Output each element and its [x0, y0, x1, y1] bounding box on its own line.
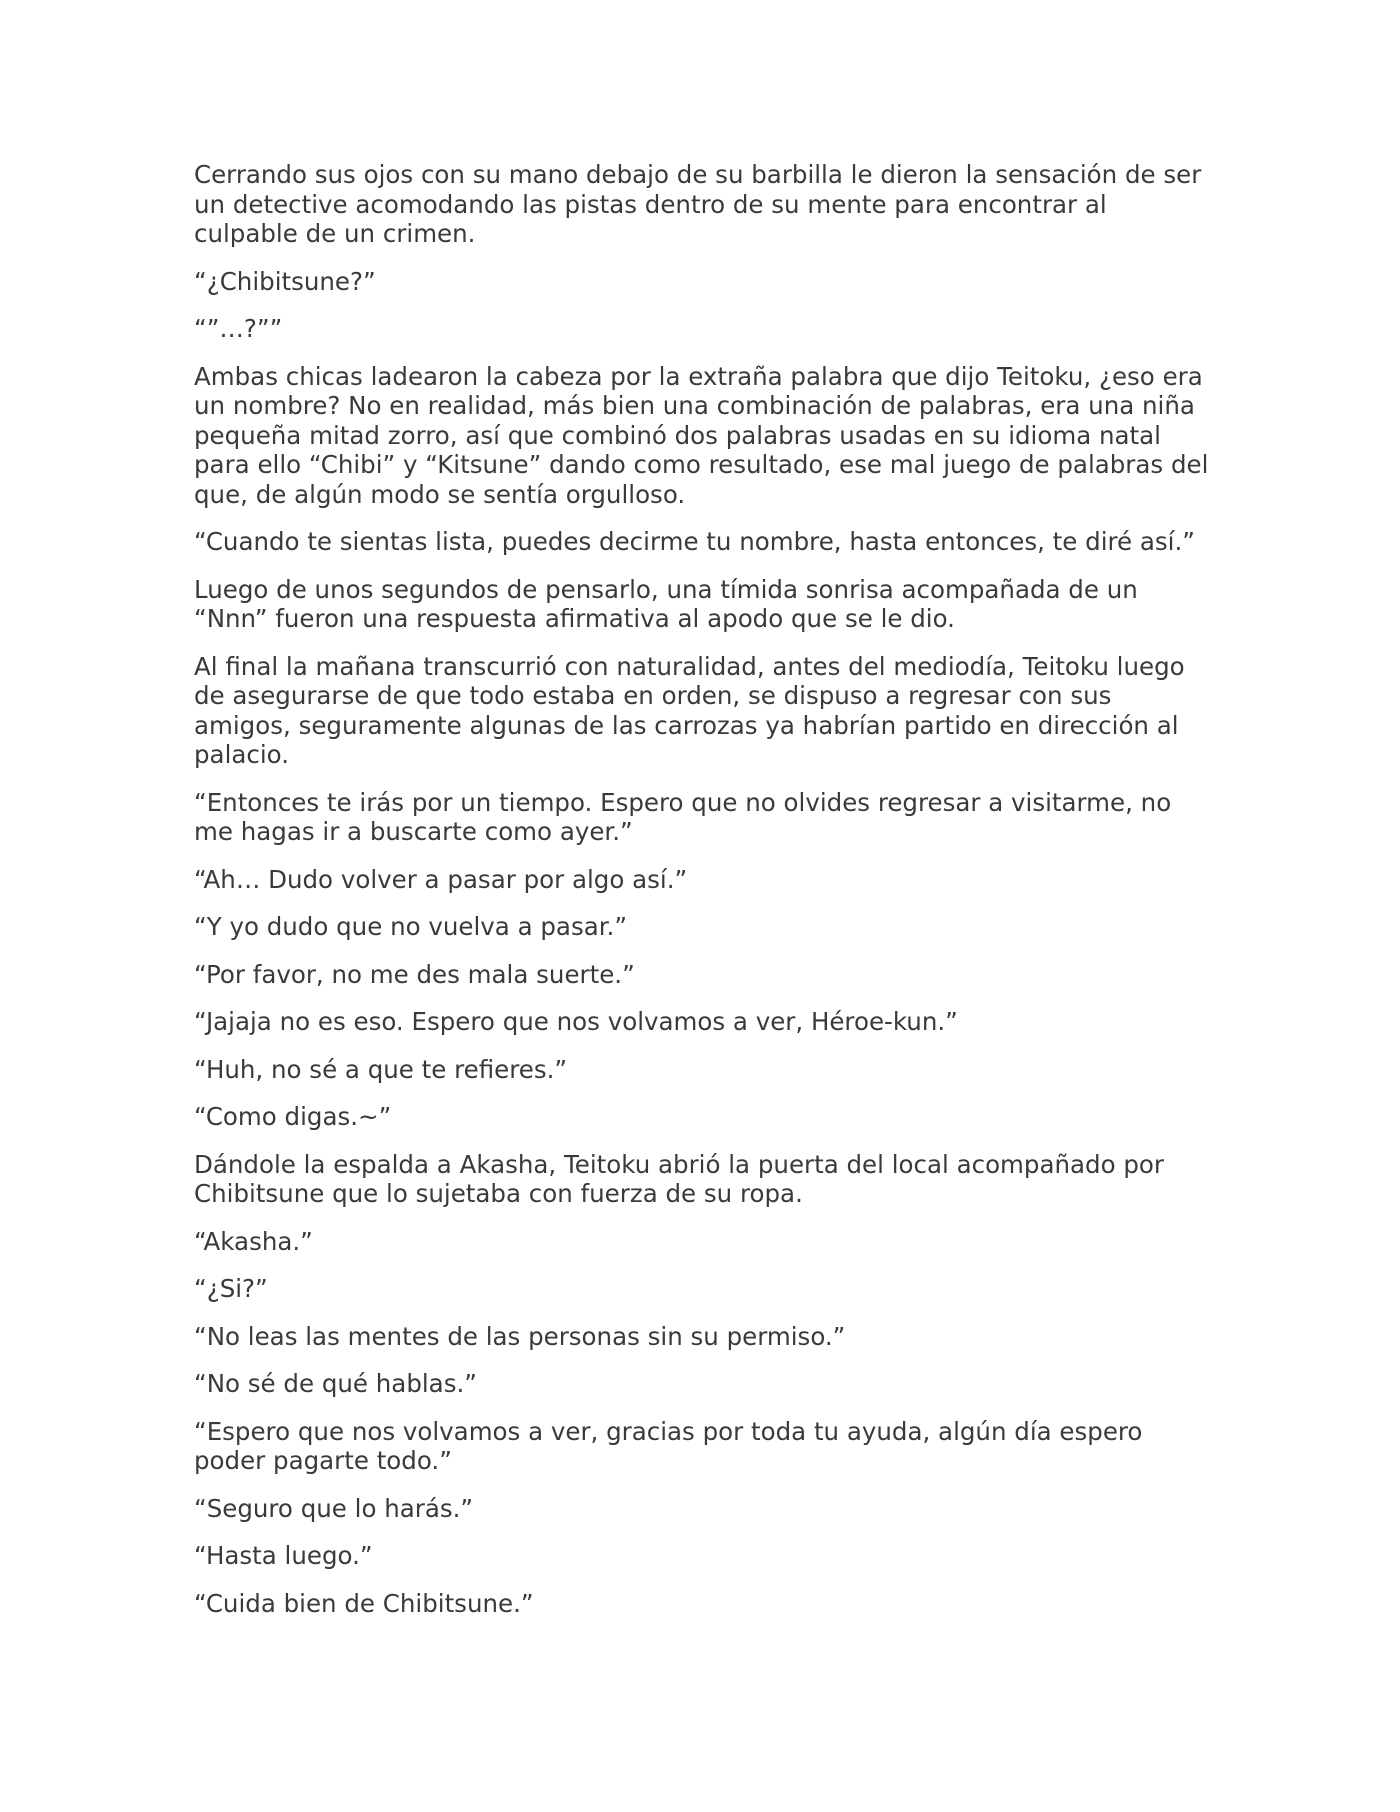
- paragraph: “Cuida bien de Chibitsune.”: [194, 1588, 534, 1618]
- paragraph: “Akasha.”: [194, 1226, 313, 1256]
- paragraph: “¿Chibitsune?”: [194, 266, 376, 296]
- paragraph: “Ah… Dudo volver a pasar por algo así.”: [194, 864, 688, 894]
- paragraph: “Seguro que lo harás.”: [194, 1493, 474, 1523]
- paragraph: “Como digas.~”: [194, 1102, 392, 1131]
- paragraph: “Cuando te sientas lista, puedes decirme tu nombre, hasta entonces, te diré así.”: [194, 527, 1195, 556]
- paragraph: Ambas chicas ladearon la cabeza por la extraña palabra que dijo Teitoku, ¿eso era un nombre? No en realidad, más bien una combinación de palabras, era una niña pequeña mitad zorro, así que combinó dos palabras usadas en su idioma natal para ello “Chibi” y “Kitsune” dando como resultado, ese mal juego de palabras del que, de algún modo se sentía orgulloso.: [194, 361, 1209, 509]
- paragraph: “”…?””: [194, 314, 283, 343]
- paragraph: “Jajaja no es eso. Espero que nos volvamos a ver, Héroe-kun.”: [194, 1007, 958, 1036]
- paragraph: “Entonces te irás por un tiempo. Espero que no olvides regresar a visitarme, no me hagas ir a buscarte como ayer.”: [194, 787, 1172, 846]
- paragraph: “¿Si?”: [194, 1274, 268, 1303]
- paragraph: Cerrando sus ojos con su mano debajo de su barbilla le dieron la sensación de ser un detective acomodando las pistas dentro de su mente para encontrar al culpable de un crimen.: [194, 160, 1202, 248]
- paragraph: “Espero que nos volvamos a ver, gracias por toda tu ayuda, algún día espero poder pagarte todo.”: [194, 1416, 1143, 1475]
- document-body: [194, 160, 1214, 1636]
- paragraph: “Por favor, no me des mala suerte.”: [194, 959, 635, 989]
- paragraph: “Huh, no sé a que te refieres.”: [194, 1054, 568, 1084]
- paragraph: “No leas las mentes de las personas sin su permiso.”: [194, 1321, 846, 1351]
- paragraph: “No sé de qué hablas.”: [194, 1369, 477, 1398]
- paragraph: “Y yo dudo que no vuelva a pasar.”: [194, 912, 628, 941]
- paragraph: Dándole la espalda a Akasha, Teitoku abrió la puerta del local acompañado por Chibitsune que lo sujetaba con fuerza de su ropa.: [194, 1149, 1164, 1208]
- paragraph: Luego de unos segundos de pensarlo, una tímida sonrisa acompañada de un “Nnn” fueron una respuesta afirmativa al apodo que se le dio.: [194, 574, 1138, 633]
- paragraph: Al final la mañana transcurrió con naturalidad, antes del mediodía, Teitoku luego de asegurarse de que todo estaba en orden, se dispuso a regresar con sus amigos, seguramente algunas de las carrozas ya habrían partido en dirección al palacio.: [194, 651, 1185, 769]
- paragraph: “Hasta luego.”: [194, 1541, 373, 1570]
